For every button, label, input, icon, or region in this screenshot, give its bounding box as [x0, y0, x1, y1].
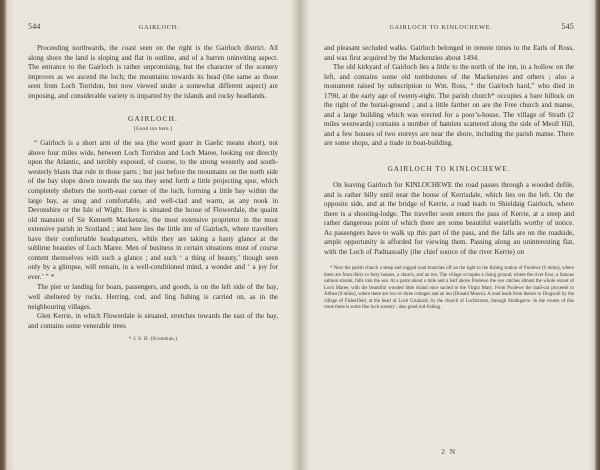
left-footnote-credit: * J. S. B. (Scotsman.)	[128, 336, 178, 343]
right-footnote: * Near the parish church a steep and rugged road branches off on the right to the fishing station of Poolewe (6 miles), where there are from thirty to forty houses, a church, and an inn. The village occupies a rising ground, where the river Ewe, a famous salmon stream, falls into the sea. At a point about a mile and a half above Poolewe the eye catches almost the whole extent of Loch Maree, with the beautiful wooded little island once sacred to the Virgin Mary. From Poolewe the mail-car proceeds to Altbea (6 miles), where there are two or three cottages and an inn (Donald Munro). A road leads from thence to Dingwall by the village of Fisherfield, at the head of Loch Gruinard, by the church of Lochbroom, through Strathgarve. In the course of this route there is some fine loch scenery ; also good rod-fishing.	[324, 266, 574, 311]
right-page-spacer	[324, 312, 574, 439]
left-running-head-title: GAIRLOCH.	[138, 24, 180, 31]
left-paragraph-2: The pier or landing for boats, passengers, and goods, is on the left side of the bay, well sheltered by rocks. Herring, cod, and ling fishing is carried on, as in the neighbouring villages.	[28, 283, 278, 311]
right-running-head	[324, 22, 574, 31]
right-paragraph-2: The old kirkyard of Gairloch lies a little to the north of the inn, in a hollow on the left, and contains some old tombstones of the Mackenzies and others ; also a monument raised by subscription to Wm. Ross, “ the Gairloch bard,” who died in 1790, at the early age of twenty-eight. The parish church* occupies a bare hillock on the right of the burial-ground ; and a little farther on are the Free church and manse, and a large building which was erected for a poor’s-house. The village of Strath (2 miles westwards) contains a number of hamlets scattered along the side of Meoll Hill, and a few houses of two storeys are near the shore, including the parish manse. There are some shops, and a trade in boat-building.	[324, 63, 574, 148]
right-paragraph-1: and pleasant secluded walks. Gairloch belonged in remote times to the Earls of Ross, and was first acquired by the Mackenzies about 1494.	[324, 44, 574, 62]
right-page	[304, 0, 596, 470]
left-section-note: [Good inn here.]	[133, 126, 173, 133]
left-page-folio: 544	[28, 22, 41, 31]
right-running-head-title: GAIRLOCH TO KINLOCHEWE.	[389, 24, 493, 31]
left-page-spacer	[28, 342, 278, 456]
left-paragraph-3: Glen Kerrie, in which Flowerdale is situated, stretches towards the east of the bay, and contains some venerable trees	[28, 312, 278, 330]
right-section-heading: GAIRLOCH TO KINLOCHEWE.	[387, 165, 511, 174]
left-quoted-paragraph: “ Gairloch is a short arm of the sea (the word gearr in Gaelic means short), not above four miles wide, between Loch Torridon and Loch Maree, looking out directly upon the Atlantic, and terribly exposed, of course, to the strong westerly and south-westerly blasts that rule in those parts ; but just before the mountains on the north side of the bay slope down towards the sea they send forth a little projecting spur, which completely shelters the north-east corner of the loch, forming a little bay within the large bay, as snug and comfortable, and well-clad and warm, as any nook in Devonshire or the Isle of Wight. Here is situated the house of Flowerdale, the quaint old mansion of Sir Kenneth Mackenzie, the most extensive proprietor in the most extensive parish in Scotland ; and here lies the little inn of Gairloch, where travellers have their comfortable headquarters, while they are taking a hasty glance at the sublime beauties of Loch Maree. Men of business in certain situations must of course content themselves with such a glance ; and such ‘ a thing of beauty,’ though seen only by a glimpse, will remain, in a well-conditioned mind, a wonder and ‘ a joy for ever.’ ” *	[28, 139, 278, 281]
left-section-heading: GAIRLOCH.	[128, 114, 178, 124]
left-paragraph-1: Proceeding northwards, the coast seen on the right is the Gairloch district. All along shore the land is sloping and flat in outline, and of a barren uninviting aspect. The entrance to the Gairloch is rather unpromising, but the character of the scenery improves as we ascend the loch; the mountains towards its head (the same as those seen from Loch Torridon, but now viewed under a somewhat different aspect) are imposing, and considerable variety is imparted by the islands and rocky headlands.	[28, 44, 278, 100]
sheet-signature: 2 N	[441, 448, 457, 456]
left-page	[6, 0, 298, 470]
right-page-folio: 545	[561, 22, 574, 31]
footnote-separator	[324, 257, 574, 266]
left-running-head	[28, 22, 278, 31]
right-paragraph-3: On leaving Gairloch for KINLOCHEWE the road passes through a wooded defile, and is rather hilly until near the house of Kerrisdale, which lies on the left. On the opposite side, and at the bridge of Kerrie, a road leads to Shieldaig Gairloch, where there is a shooting-lodge. The traveller soon enters the pass of Kerrie, at a steep and rather dangerous point of which there are some beautiful waterfalls worthy of notice. As passengers have to walk up this part of the pass, and the falls are on the roadside, ample opportunity is afforded for viewing them. Passing along an uninteresting flat, with the Loch of Padnasoally (the chief source of the river Kerrie) on	[324, 181, 574, 256]
